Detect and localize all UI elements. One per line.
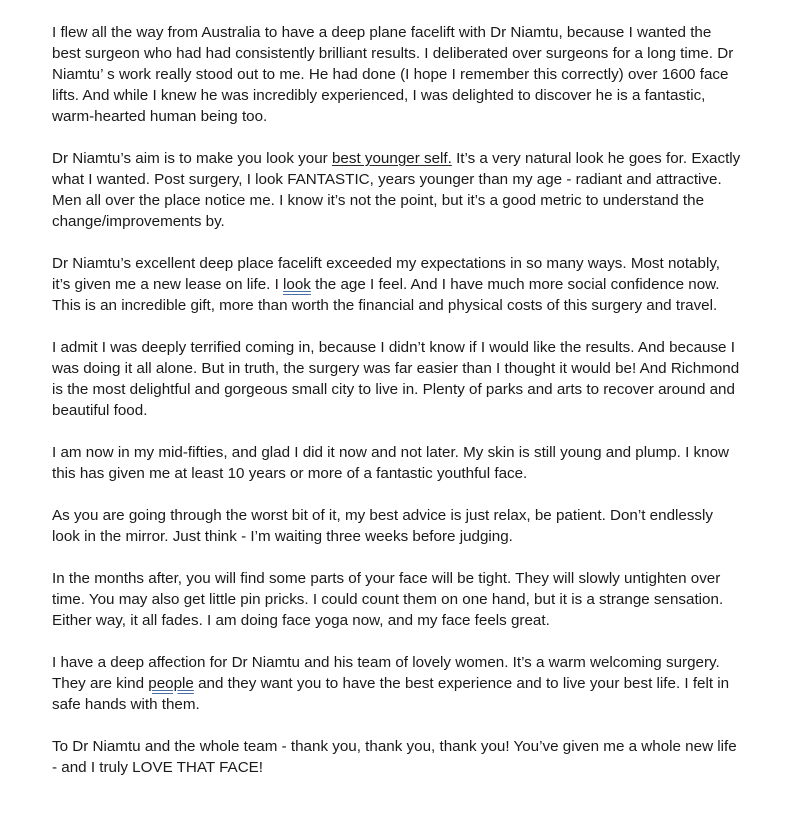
paragraph-5-text: I am now in my mid-fifties, and glad I did it now and not later. My skin is still young and plump. I know this has given me at least 10 years or more of a fantastic youthful face. (52, 444, 729, 482)
paragraph-2-text-end: It’s a very natural look he goes for. Exactly what I wanted. Post surgery, I look FANTASTIC, years younger than my age - radiant and attractive. Men all over the place notice me. I know it’s not the point, but it’s a good metric to understand the change/improvements by. (52, 150, 741, 230)
paragraph-6-text: As you are going through the worst bit of it, my best advice is just relax, be patient. Don’t endlessly look in the mirror. Just think - I’m waiting three weeks before judging. (52, 507, 713, 545)
grammar-flagged-word-look: look (283, 276, 311, 293)
paragraph-5 (52, 442, 742, 484)
paragraph-2 (52, 148, 742, 232)
paragraph-4-text: I admit I was deeply terrified coming in, because I didn’t know if I would like the results. And because I was doing it all alone. But in truth, the surgery was far easier than I thought it would be! And Richmond is the most delightful and gorgeous small city to live in. Plenty of parks and arts to recover around and beautiful food. (52, 339, 740, 419)
paragraph-1 (52, 22, 742, 127)
paragraph-9 (52, 736, 742, 778)
paragraph-3-text-end: the age I feel. And I have much more social confidence now. This is an incredible gift, more than worth the financial and physical costs of this surgery and travel. (52, 276, 720, 314)
paragraph-2-text-start: Dr Niamtu’s aim is to make you look your (52, 150, 332, 167)
paragraph-1-text: I flew all the way from Australia to have a deep plane facelift with Dr Niamtu, because I wanted the best surgeon who had had consistently brilliant results. I deliberated over surgeons for a long time. Dr Niamtu’ s work really stood out to me. He had done (I hope I remember this correctly) over 1600 face lifts. And while I knew he was incredibly experienced, I was delighted to discover he is a fantastic, warm-hearted human being too. (52, 24, 734, 125)
paragraph-6 (52, 505, 742, 547)
underlined-phrase-best-younger-self: best younger self. (331, 150, 452, 167)
paragraph-9-text: To Dr Niamtu and the whole team - thank you, thank you, thank you! You’ve given me a whole new life - and I truly LOVE THAT FACE! (52, 738, 737, 776)
paragraph-4 (52, 337, 742, 421)
paragraph-8-text-end: and they want you to have the best experience and to live your best life. I felt in safe hands with them. (52, 675, 730, 713)
grammar-flagged-word-people: people (148, 675, 194, 692)
paragraph-8-text-start: I have a deep affection for Dr Niamtu and his team of lovely women. It’s a warm welcoming surgery. They are kind (52, 654, 720, 692)
paragraph-7-text: In the months after, you will find some parts of your face will be tight. They will slowly untighten over time. You may also get little pin pricks. I could count them on one hand, but it is a strange sensation. Either way, it all fades. I am doing face yoga now, and my face feels great. (52, 570, 724, 629)
paragraph-3 (52, 253, 742, 316)
paragraph-8 (52, 652, 742, 715)
paragraph-3-text-start: Dr Niamtu’s excellent deep place facelift exceeded my expectations in so many ways. Most notably, it’s given me a new lease on life. I (52, 255, 721, 293)
testimonial-text (52, 22, 742, 799)
paragraph-7 (52, 568, 742, 631)
